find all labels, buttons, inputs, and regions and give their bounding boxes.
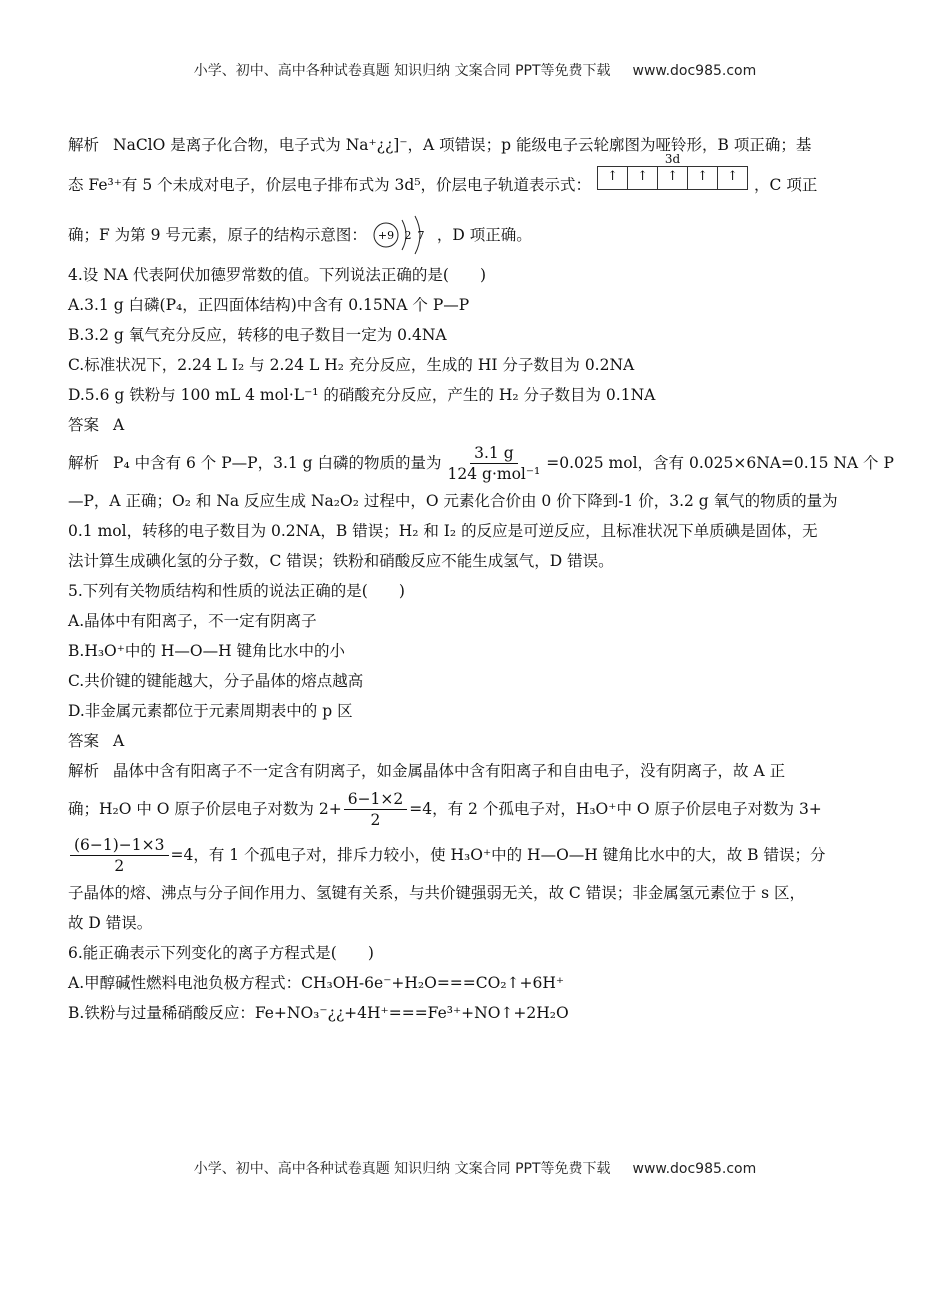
q4-analysis-line-3: 0.1 mol，转移的电子数目为 0.2NA，B 错误；H₂ 和 I₂ 的反应是可逆反应，且标准状况下单质碘是固体，无 — [68, 522, 818, 540]
shell-electrons: 7 — [417, 229, 425, 242]
q4-option-b: B.3.2 g 氧气充分反应，转移的电子数目一定为 0.4NA — [68, 326, 447, 344]
question-5-stem: 5.下列有关物质结构和性质的说法正确的是( ) — [68, 582, 405, 600]
answer-label: 答案 — [68, 416, 100, 434]
document-body — [68, 130, 894, 1028]
q5-option-b: B.H₃O⁺中的 H—O—H 键角比水中的小 — [68, 642, 346, 660]
q5-analysis-line-4: 子晶体的熔、沸点与分子间作用力、氢键有关系，与共价键强弱无关，故 C 错误；非金属氢元素位于 s 区， — [68, 884, 806, 902]
analysis-label: 解析 — [68, 136, 100, 154]
question-6-stem: 6.能正确表示下列变化的离子方程式是( ) — [68, 944, 374, 962]
page-header — [0, 60, 950, 80]
analysis-label: 解析 — [68, 762, 100, 780]
answer-label: 答案 — [68, 732, 100, 750]
q4-option-c: C.标准状况下，2.24 L I₂ 与 2.24 L H₂ 充分反应，生成的 HI 分子数目为 0.2NA — [68, 356, 635, 374]
header-url[interactable]: www.doc985.com — [632, 63, 757, 79]
orbital-box: ↑ — [718, 166, 748, 190]
orbital-diagram — [591, 152, 754, 200]
nucleus-charge: +9 — [377, 229, 395, 242]
atom-structure-diagram — [371, 212, 433, 258]
q5-analysis-line-1: 解析 晶体中含有阳离子不一定含有阴离子，如金属晶体中含有阳离子和自由电子，没有阴离子，故 A 正 — [68, 762, 786, 780]
q3-analysis-line-1: 解析 NaClO 是离子化合物，电子式为 Na⁺¿¿]⁻，A 项错误；p 能级电子云轮廓图为哑铃形，B 项正确；基 — [68, 136, 812, 154]
orbital-box: ↑ — [688, 166, 718, 190]
fraction: $\frac{(6-1)-1\times 3}{2}$ — [70, 835, 169, 876]
page-footer — [0, 1158, 950, 1178]
q5-analysis-line-3: $\frac{(6-1)-1\times 3}{2}$ =4，有 1 个孤电子对，排斥力较小，使 H₃O⁺中的 H—O—H 键角比水中的大，故 B 错误；分 — [68, 832, 880, 878]
question-4-stem: 4.设 NA 代表阿伏加德罗常数的值。下列说法正确的是( ) — [68, 266, 486, 284]
q3-analysis-line-2: 态 Fe³⁺有 5 个未成对电子，价层电子排布式为 3d⁵，价层电子轨道表示式： 3d ↑ ↑ ↑ ↑ ↑ ，C 项正 — [68, 160, 880, 210]
orbital-box: ↑ — [658, 166, 688, 190]
fraction: $\frac{6-1\times 2}{2}$ — [344, 789, 408, 830]
q4-answer: 答案 A — [68, 416, 125, 434]
q4-option-a: A.3.1 g 白磷(P₄，正四面体结构)中含有 0.15NA 个 P—P — [68, 296, 470, 314]
q5-analysis-line-2: 确；H₂O 中 O 原子价层电子对数为 2+ $\frac{6-1\times 2}{2}$ =4，有 2 个孤电子对，H₃O⁺中 O 原子价层电子对数为 3+ — [68, 789, 822, 829]
header-text: 小学、初中、高中各种试卷真题 知识归纳 文案合同 PPT等免费下载 — [193, 63, 611, 79]
orbital-label: 3d — [664, 152, 681, 166]
orbital-box: ↑ — [597, 166, 628, 190]
q5-option-d: D.非金属元素都位于元素周期表中的 p 区 — [68, 702, 353, 720]
q5-option-c: C.共价键的键能越大，分子晶体的熔点越高 — [68, 672, 364, 690]
shell-electrons: 2 — [404, 229, 412, 242]
footer-text: 小学、初中、高中各种试卷真题 知识归纳 文案合同 PPT等免费下载 — [193, 1161, 611, 1177]
fraction: $\frac{3.1 g}{\text{124 g·mol⁻¹}}$ — [447, 443, 541, 483]
q3-analysis-line-3: 确；F 为第 9 号元素，原子的结构示意图： +9 2 7 ，D 项正确。 — [68, 210, 880, 260]
footer-url[interactable]: www.doc985.com — [632, 1161, 757, 1177]
q6-option-a: A.甲醇碱性燃料电池负极方程式：CH₃OH-6e⁻+H₂O===CO₂↑+6H⁺ — [68, 974, 565, 992]
q4-analysis-line-2: —P，A 正确；O₂ 和 Na 反应生成 Na₂O₂ 过程中，O 元素化合价由 0 价下降到-1 价，3.2 g 氧气的物质的量为 — [68, 492, 838, 510]
q4-analysis-line-1: 解析 P₄ 中含有 6 个 P—P，3.1 g 白磷的物质的量为 $\frac{3.1 g}{\text{124 g·mol⁻¹}}$ =0.025 mol，含有 0.025×6NA=0.15 NA 个 P — [68, 443, 894, 483]
analysis-label: 解析 — [68, 454, 100, 472]
q5-answer: 答案 A — [68, 732, 125, 750]
q4-option-d: D.5.6 g 铁粉与 100 mL 4 mol·L⁻¹ 的硝酸充分反应，产生的 H₂ 分子数目为 0.1NA — [68, 386, 656, 404]
orbital-box: ↑ — [628, 166, 658, 190]
q6-option-b: B.铁粉与过量稀硝酸反应：Fe+NO₃⁻¿¿+4H⁺===Fe³⁺+NO↑+2H₂O — [68, 1004, 569, 1022]
q5-option-a: A.晶体中有阳离子，不一定有阴离子 — [68, 612, 317, 630]
q4-analysis-line-4: 法计算生成碘化氢的分子数，C 错误；铁粉和硝酸反应不能生成氢气，D 错误。 — [68, 552, 614, 570]
q5-analysis-line-5: 故 D 错误。 — [68, 914, 153, 932]
